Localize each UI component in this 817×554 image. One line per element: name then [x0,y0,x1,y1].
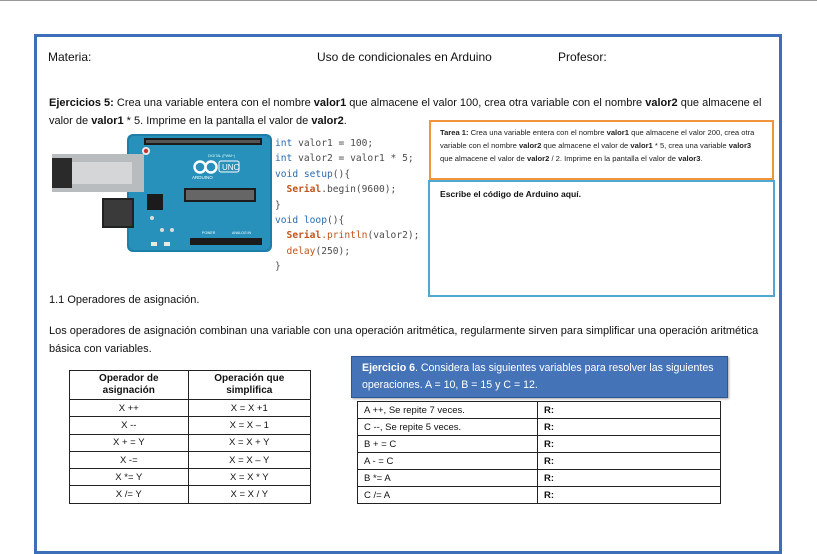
table-cell: X + = Y [70,434,189,451]
exercise-cell: B + = C [358,436,538,453]
code-line: Serial.println(valor2); [275,230,420,242]
table-cell: X = X +1 [188,400,310,417]
table-row [358,487,721,504]
exercise-cell: A - = C [358,453,538,470]
table-row [358,436,721,453]
table-cell: X -- [70,417,189,434]
code-line: int valor1 = 100; [275,138,374,149]
arduino-board-image [52,130,274,256]
table-cell: X = X / Y [188,486,310,503]
top-rule [0,0,817,1]
tarea1-box: Tarea 1: Crea una variable entera con el nombre valor1 que almacene el valor 200, crea otra variable con el nombre valor2 que almacene el valor de valor1 * 5, crea una variable valor3 que almacene el valor de valor2 / 2. Imprime en la pantalla el valor de valor3. [429,120,774,180]
profesor-label: Profesor: [558,50,607,64]
answer-cell[interactable]: R: [538,419,721,436]
table-cell: X = X * Y [188,469,310,486]
uno-logo-text: UNO [222,163,240,172]
exercise-table [357,401,721,504]
answer-cell[interactable]: R: [538,402,721,419]
exercise-cell: C /= A [358,487,538,504]
answer-cell[interactable]: R: [538,487,721,504]
column-header: Operador de asignación [70,371,189,400]
exercise-cell: C --, Se repite 5 veces. [358,419,538,436]
column-header: Operación que simplifica [188,371,310,400]
table-row [358,453,721,470]
code-sample [275,136,419,275]
code-line: delay(250); [275,245,351,257]
table-row [70,451,311,468]
table-row [70,469,311,486]
table-header-row [70,371,311,400]
exercise-cell: B *= A [358,470,538,487]
table-row [358,470,721,487]
code-line: int valor2 = valor1 * 5; [275,153,414,165]
table-row [358,419,721,436]
table-cell: X = X – Y [188,451,310,468]
ejercicio6-callout: Ejercicio 6. Considera las siguientes variables para resolver las siguientes operaciones. A = 10, B = 15 y C = 12. [351,356,728,398]
code-answer-prompt: Escribe el código de Arduino aquí. [440,189,582,199]
exercise-cell: A ++, Se repite 7 veces. [358,402,538,419]
answer-cell[interactable]: R: [538,470,721,487]
power-label: POWER [202,231,216,235]
code-line: } [275,261,281,273]
table-cell: X -= [70,451,189,468]
table-cell: X = X – 1 [188,417,310,434]
answer-cell[interactable]: R: [538,453,721,470]
table-row [70,434,311,451]
code-line: void loop(){ [275,215,345,227]
table-cell: X /= Y [70,486,189,503]
table-cell: X = X + Y [188,434,310,451]
ejercicio5-text: Ejercicios 5: Crea una variable entera con el nombre valor1 que almacene el valor 100, crea otra variable con el nombre valor2 que almacene el valor de valor1 * 5. Imprime en la pantalla el valor de valor2. [49,97,762,127]
table-row [358,402,721,419]
operators-table [69,370,311,504]
intro-paragraph: Los operadores de asignación combinan una variable con una operación aritmética, regularmente sirven para simplificar una operación aritmética básica con variables. [49,325,759,355]
arduino-brand-text: ARDUINO [192,175,213,180]
code-answer-box[interactable] [428,180,775,297]
code-line: Serial.begin(9600); [275,184,397,196]
digital-label: DIGITAL (PWM~) [208,154,236,158]
table-row [70,400,311,417]
answer-cell[interactable]: R: [538,436,721,453]
section-heading: 1.1 Operadores de asignación. [49,294,200,306]
table-row [70,486,311,503]
table-cell: X *= Y [70,469,189,486]
page-title: Uso de condicionales en Arduino [317,50,492,64]
table-row [70,417,311,434]
code-line: } [275,199,281,211]
analog-label: ANALOG IN [232,231,252,235]
table-cell: X ++ [70,400,189,417]
code-line: void setup(){ [275,168,351,180]
materia-label: Materia: [48,50,92,64]
